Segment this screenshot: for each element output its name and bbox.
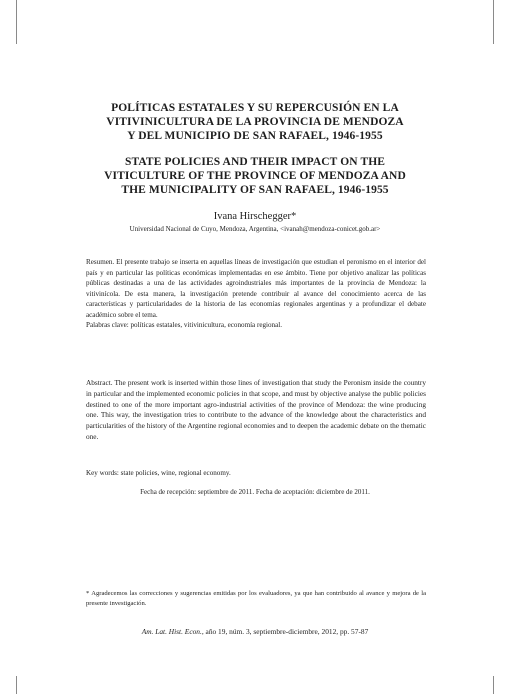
- crop-mark-bottom-right: [493, 676, 494, 694]
- abstract-paragraph: Abstract. The present work is inserted within those lines of investigation that study the Peronism inside the country in particular and the implemented economic policies in that scope, and must by objective analyse the public policies destined to one of the more important agro-industrial activities of the province of Mendoza: the wine producing one. This way, the investigation tries to contribute to the advance of the knowledge about the characteristics and particularities of the history of the Argentine regional economies and to deepen the academic debate on the thematic one.: [86, 378, 426, 441]
- title-english-line: STATE POLICIES AND THEIR IMPACT ON THE: [124, 156, 386, 168]
- title-english: [90, 155, 420, 197]
- title-spanish-line: Y DEL MUNICIPIO DE SAN RAFAEL, 1946-1955: [127, 130, 383, 142]
- keywords: Key words: state policies, wine, regional economy.: [86, 469, 231, 477]
- footnote: * Agradecemos las correcciones y sugerencias emitidas por los evaluadores, ya que han contribuido al avance y mejora de la presente investigación.: [86, 590, 426, 607]
- resumen-paragraph: Resumen. El presente trabajo se inserta en aquellas líneas de investigación que estudian el peronismo en el interior del país y en particular las políticas económicas implementadas en ese ámbito. Tiene por objetivo analizar las políticas públicas destinadas a una de las actividades agroindustriales más importantes de la provincia de Mendoza: la vitivinícola. De esta manera, la investigación pretende contribuir al avance del conocimiento acerca de las características y particularidades de la historia de las economías regionales argentinas y a profundizar el debate académico sobre el tema.: [86, 258, 426, 319]
- crop-mark-top-right: [493, 0, 494, 44]
- reception-dates: Fecha de recepción: septiembre de 2011. Fecha de aceptación: diciembre de 2011.: [140, 488, 370, 496]
- title-spanish-line: POLÍTICAS ESTATALES Y SU REPERCUSIÓN EN LA: [111, 102, 399, 114]
- title-spanish: [90, 101, 420, 143]
- journal-issue: , año 19, núm. 3, septiembre-diciembre, 2012, pp. 57-87: [201, 627, 369, 636]
- title-spanish-line: VITIVINICULTURA DE LA PROVINCIA DE MENDOZA: [106, 116, 404, 128]
- crop-mark-top-left: [16, 0, 17, 44]
- palabras-clave: Palabras clave: políticas estatales, vitivinicultura, economía regional.: [86, 321, 282, 329]
- crop-mark-bottom-left: [16, 676, 17, 694]
- journal-citation: [0, 627, 510, 636]
- journal-abbreviation: Am. Lat. Hist. Econ.: [141, 627, 202, 636]
- title-english-line: VITICULTURE OF THE PROVINCE OF MENDOZA AND: [104, 170, 406, 182]
- author-affiliation: Universidad Nacional de Cuyo, Mendoza, Argentina, <ivanah@mendoza-conicet.gob.ar>: [129, 225, 381, 233]
- author-name: Ivana Hirschegger*: [213, 211, 297, 222]
- title-english-line: THE MUNICIPALITY OF SAN RAFAEL, 1946-1955: [121, 184, 389, 196]
